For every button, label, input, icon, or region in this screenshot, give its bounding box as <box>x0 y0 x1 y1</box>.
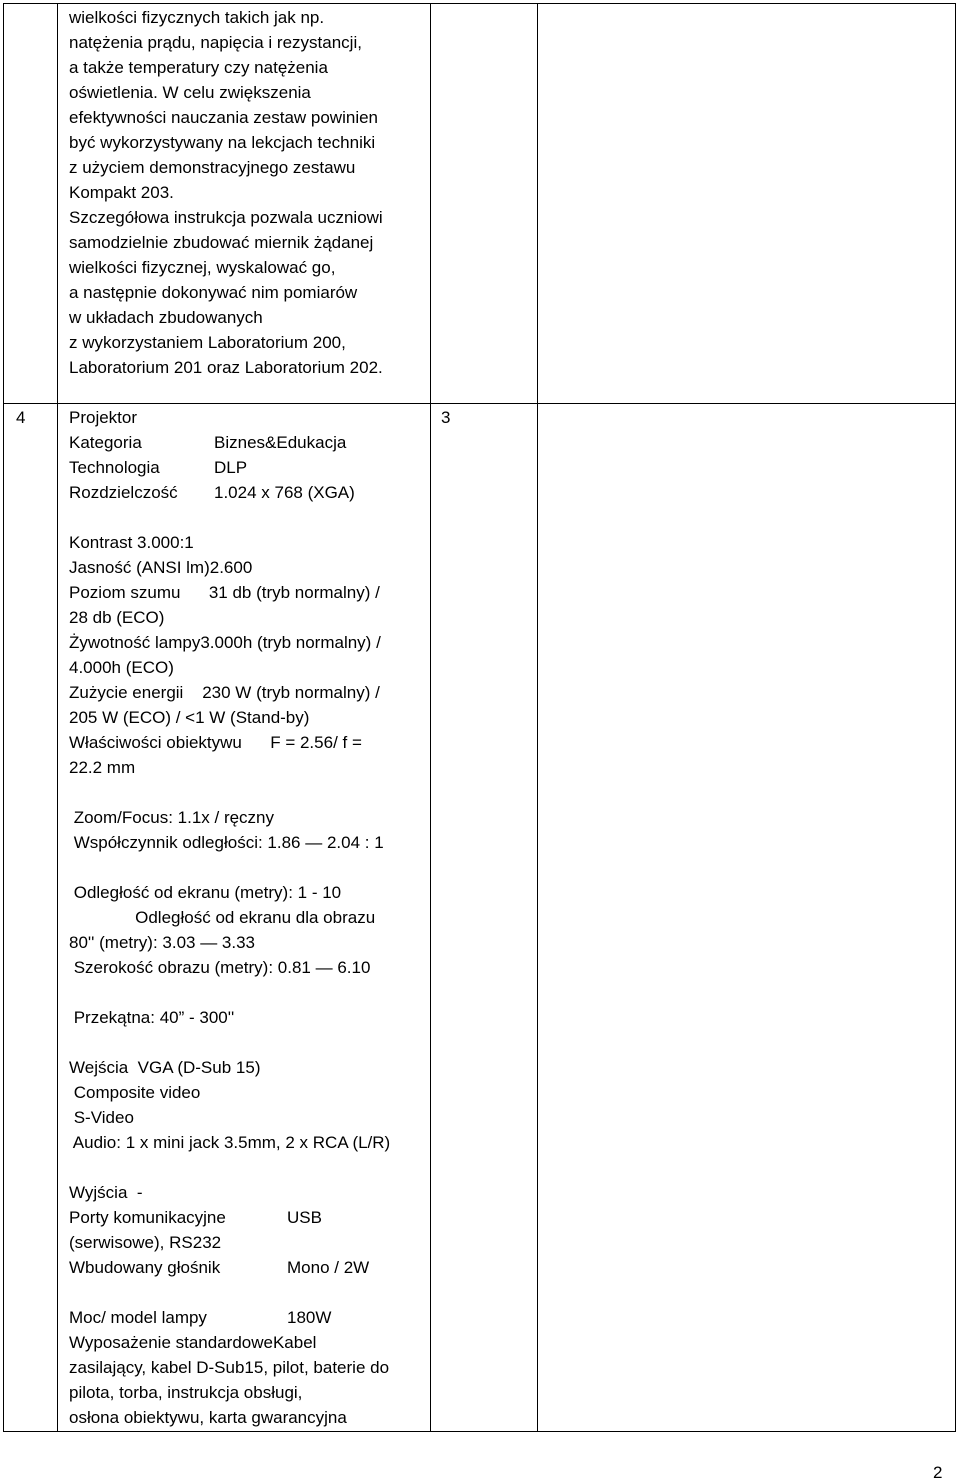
spec-line: Poziom szumu 31 db (tryb normalny) / <box>69 583 380 602</box>
description-line: być wykorzystywany na lekcjach techniki <box>69 133 376 152</box>
description-line: w układach zbudowanych <box>69 308 263 327</box>
spec-line: Zużycie energii 230 W (tryb normalny) / <box>69 683 380 702</box>
spec-line: pilota, torba, instrukcja obsługi, <box>69 1383 303 1402</box>
spec-line: 80'' (metry): 3.03 — 3.33 <box>69 933 256 952</box>
description-line: z użyciem demonstracyjnego zestawu <box>69 158 356 177</box>
spec-line: 28 db (ECO) <box>69 608 165 627</box>
spec-block-accessories <box>69 1330 389 1430</box>
description-line: Szczegółowa instrukcja pozwala uczniowi <box>69 208 383 227</box>
spec-value: Biznes&Edukacja <box>214 433 347 452</box>
spec-line: Właściwości obiektywu F = 2.56/ f = <box>69 733 362 752</box>
spec-label: Kategoria <box>69 433 142 452</box>
spec-block-inputs <box>69 1055 390 1155</box>
spec-line: Wejścia VGA (D-Sub 15) <box>69 1058 261 1077</box>
description-line: oświetlenia. W celu zwiększenia <box>69 83 311 102</box>
spec-line: Wyposażenie standardoweKabel <box>69 1333 317 1352</box>
spec-block-zoom <box>69 805 384 855</box>
description-line: natężenia prądu, napięcia i rezystancji, <box>69 33 362 52</box>
description-line: wielkości fizycznej, wyskalować go, <box>69 258 336 277</box>
table-bottom-border <box>3 1431 956 1432</box>
spec-line: S-Video <box>69 1108 134 1127</box>
description-line: z wykorzystaniem Laboratorium 200, <box>69 333 346 352</box>
spec-value: USB <box>287 1208 322 1227</box>
table-top-border <box>3 3 956 4</box>
spec-value: 180W <box>287 1308 332 1327</box>
spec-block-display <box>69 530 381 780</box>
spec-label: Porty komunikacyjne <box>69 1208 226 1227</box>
table-right-border <box>955 3 956 1432</box>
spec-value: DLP <box>214 458 248 477</box>
spec-line: 205 W (ECO) / <1 W (Stand-by) <box>69 708 310 727</box>
spec-line: Composite video <box>69 1083 201 1102</box>
spec-line: Jasność (ANSI lm)2.600 <box>69 558 253 577</box>
spec-line: Kontrast 3.000:1 <box>69 533 194 552</box>
spec-line: Odległość od ekranu dla obrazu <box>69 908 376 927</box>
description-line: wielkości fizycznych takich jak np. <box>69 8 325 27</box>
description-text-continued <box>69 5 383 380</box>
spec-value: Mono / 2W <box>287 1258 370 1277</box>
spec-line: Odległość od ekranu (metry): 1 - 10 <box>69 883 342 902</box>
spec-label: Wbudowany głośnik <box>69 1258 221 1277</box>
row-number: 4 <box>16 408 26 427</box>
column-divider-2 <box>430 3 431 1432</box>
product-title: Projektor <box>69 408 138 427</box>
description-line: a następnie dokonywać nim pomiarów <box>69 283 358 302</box>
description-line: Kompakt 203. <box>69 183 174 202</box>
spec-label: Moc/ model lampy <box>69 1308 207 1327</box>
column-divider-1 <box>57 3 58 1432</box>
spec-line: zasilający, kabel D-Sub15, pilot, baterie do <box>69 1358 390 1377</box>
spec-block-diagonal <box>69 1005 234 1030</box>
spec-value: 1.024 x 768 (XGA) <box>214 483 355 502</box>
spec-line: 4.000h (ECO) <box>69 658 174 677</box>
page-number: 2 <box>933 1463 943 1482</box>
spec-line: 22.2 mm <box>69 758 136 777</box>
quantity-value: 3 <box>441 408 451 427</box>
row-divider <box>3 403 956 404</box>
description-line: samodzielnie zbudować miernik żądanej <box>69 233 374 252</box>
spec-line: Audio: 1 x mini jack 3.5mm, 2 x RCA (L/R) <box>69 1133 391 1152</box>
spec-line: osłona obiektywu, karta gwarancyjna <box>69 1408 347 1427</box>
spec-label: Rozdzielczość <box>69 483 178 502</box>
spec-line: Szerokość obrazu (metry): 0.81 — 6.10 <box>69 958 371 977</box>
spec-line: Współczynnik odległości: 1.86 — 2.04 : 1 <box>69 833 384 852</box>
spec-label: Technologia <box>69 458 160 477</box>
table-left-border <box>3 3 4 1432</box>
description-line: efektywności nauczania zestaw powinien <box>69 108 379 127</box>
spec-line: Zoom/Focus: 1.1x / ręczny <box>69 808 275 827</box>
spec-line: Przekątna: 40” - 300'' <box>69 1008 235 1027</box>
spec-outputs-title: Wyjścia - <box>69 1183 143 1202</box>
spec-line: Żywotność lampy3.000h (tryb normalny) / <box>69 633 381 652</box>
description-line: a także temperatury czy natężenia <box>69 58 328 77</box>
description-line: Laboratorium 201 oraz Laboratorium 202. <box>69 358 383 377</box>
spec-block-distance <box>69 880 375 980</box>
column-divider-3 <box>537 3 538 1432</box>
spec-label: (serwisowe), RS232 <box>69 1233 222 1252</box>
